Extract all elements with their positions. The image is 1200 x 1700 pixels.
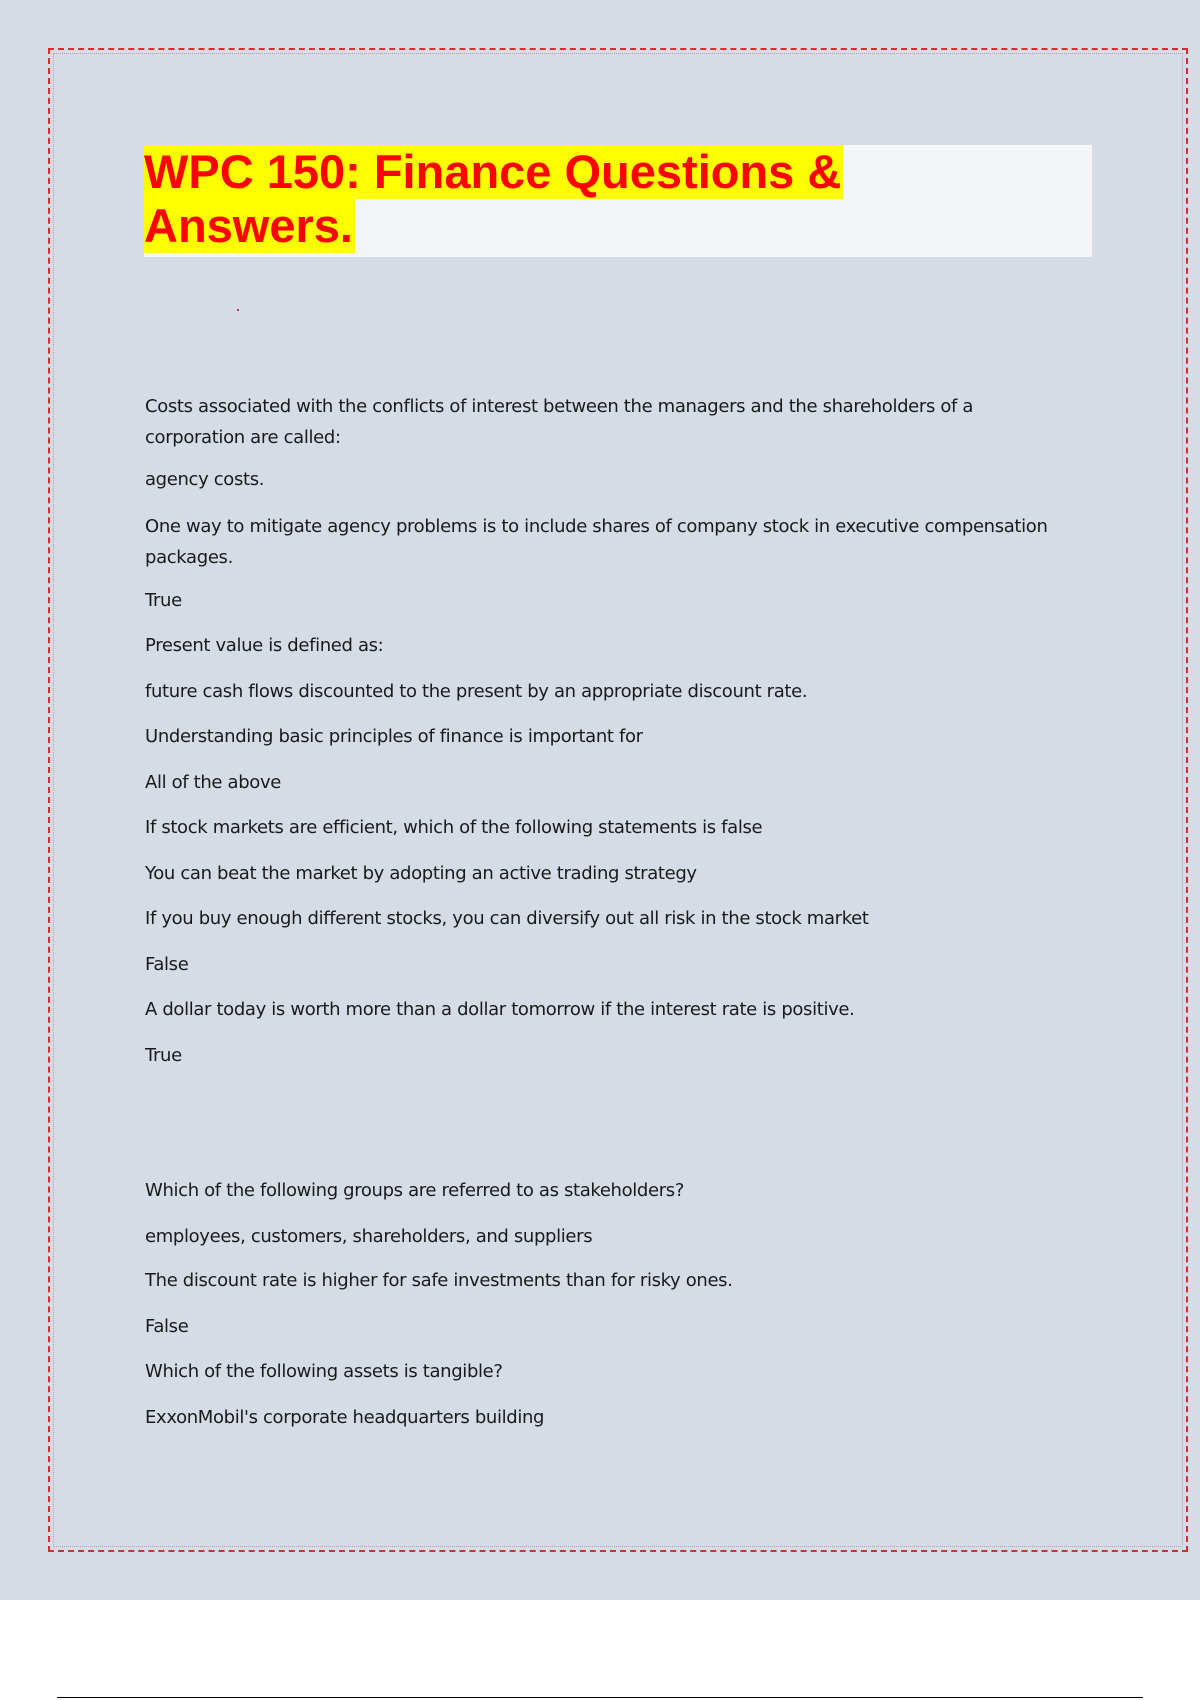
answer-text: If you buy enough different stocks, you can diversify out all risk in the stock market <box>145 908 869 929</box>
answer-text: ExxonMobil's corporate headquarters building <box>145 1407 545 1428</box>
answer-text: future cash flows discounted to the present by an appropriate discount rate. <box>145 681 808 702</box>
question-text: Which of the following assets is tangible? <box>145 1361 503 1382</box>
question-text: If stock markets are efficient, which of the following statements is false <box>145 817 763 838</box>
answer-text: True <box>145 1045 182 1066</box>
answer-text: You can beat the market by adopting an active trading strategy <box>145 863 697 884</box>
question-text: Costs associated with the conflicts of interest between the managers and the shareholders of a corporation are called: <box>145 396 974 448</box>
document-title-line-2: Answers. <box>144 199 353 252</box>
answer-text: employees, customers, shareholders, and suppliers <box>145 1226 593 1247</box>
answer-text: False <box>145 1316 189 1337</box>
question-text: The discount rate is higher for safe investments than for risky ones. <box>145 1270 733 1291</box>
document-title-line-1: WPC 150: Finance Questions & <box>144 145 842 198</box>
answer-text: agency costs. <box>145 469 265 490</box>
question-text: Present value is defined as: <box>145 635 384 656</box>
answer-text: True <box>145 590 182 611</box>
footer-divider <box>57 1697 1143 1698</box>
question-text: Which of the following groups are referred to as stakeholders? <box>145 1180 685 1201</box>
title-block <box>144 145 1092 257</box>
question-text: A dollar today is worth more than a dollar tomorrow if the interest rate is positive. <box>145 999 855 1020</box>
answer-text: False <box>145 954 189 975</box>
answer-text: All of the above <box>145 772 281 793</box>
question-text: One way to mitigate agency problems is to include shares of company stock in executive compensation packages. <box>145 516 1048 568</box>
question-text: Understanding basic principles of finance is important for <box>145 726 643 747</box>
decorative-dot <box>237 309 239 311</box>
